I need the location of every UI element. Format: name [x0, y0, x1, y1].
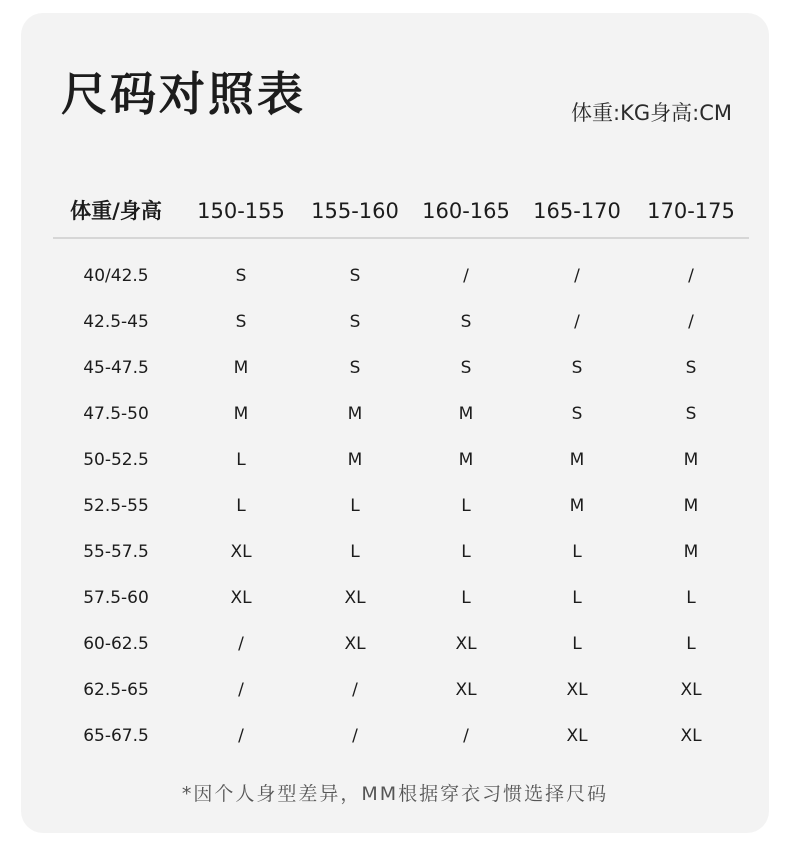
row-weight-label: 52.5-55 — [83, 496, 149, 516]
size-cell: / — [238, 726, 244, 746]
unit-note: 体重:KG身高:CM — [571, 101, 732, 125]
size-cell: / — [463, 726, 469, 746]
size-cell: XL — [344, 588, 366, 608]
table-row — [21, 391, 769, 437]
size-cell: M — [458, 450, 474, 470]
row-weight-label: 42.5-45 — [83, 312, 149, 332]
row-weight-label: 62.5-65 — [83, 680, 149, 700]
header-weight-height: 体重/身高 — [70, 199, 162, 223]
table-row — [21, 437, 769, 483]
table-row — [21, 575, 769, 621]
size-cell: M — [233, 404, 249, 424]
size-cell: L — [461, 542, 471, 562]
size-cell: M — [683, 496, 699, 516]
size-cell: XL — [680, 726, 702, 746]
size-cell: XL — [566, 726, 588, 746]
row-weight-label: 65-67.5 — [83, 726, 149, 746]
size-cell: S — [571, 404, 583, 424]
size-cell: L — [350, 496, 360, 516]
table-row — [21, 621, 769, 667]
size-cell: S — [571, 358, 583, 378]
page-title: 尺码对照表 — [61, 67, 306, 121]
size-cell: S — [235, 266, 247, 286]
size-cell: XL — [680, 680, 702, 700]
row-weight-label: 45-47.5 — [83, 358, 149, 378]
size-cell: M — [683, 450, 699, 470]
table-row — [21, 529, 769, 575]
size-cell: XL — [566, 680, 588, 700]
size-cell: L — [461, 496, 471, 516]
size-cell: XL — [230, 588, 252, 608]
row-weight-label: 40/42.5 — [83, 266, 149, 286]
size-cell: L — [461, 588, 471, 608]
row-weight-label: 47.5-50 — [83, 404, 149, 424]
size-cell: / — [574, 266, 580, 286]
size-cell: M — [683, 542, 699, 562]
table-row — [21, 713, 769, 759]
size-cell: M — [458, 404, 474, 424]
size-cell: XL — [455, 680, 477, 700]
size-cell: S — [685, 404, 697, 424]
size-cell: S — [685, 358, 697, 378]
size-cell: / — [463, 266, 469, 286]
size-cell: / — [238, 680, 244, 700]
size-cell: / — [688, 312, 694, 332]
size-cell: M — [347, 450, 363, 470]
size-chart-card — [21, 13, 769, 833]
size-cell: XL — [455, 634, 477, 654]
size-cell: L — [572, 634, 582, 654]
row-weight-label: 50-52.5 — [83, 450, 149, 470]
size-cell: / — [238, 634, 244, 654]
size-cell: / — [352, 680, 358, 700]
size-cell: / — [574, 312, 580, 332]
size-cell: L — [236, 496, 246, 516]
table-row — [21, 345, 769, 391]
size-cell: XL — [344, 634, 366, 654]
table-header — [21, 191, 769, 231]
table-row — [21, 667, 769, 713]
header-height-170-175: 170-175 — [647, 199, 735, 223]
header-height-160-165: 160-165 — [422, 199, 510, 223]
row-weight-label: 55-57.5 — [83, 542, 149, 562]
row-weight-label: 60-62.5 — [83, 634, 149, 654]
table-row — [21, 299, 769, 345]
size-cell: S — [460, 358, 472, 378]
size-cell: L — [350, 542, 360, 562]
size-cell: M — [233, 358, 249, 378]
size-cell: L — [572, 588, 582, 608]
size-cell: S — [235, 312, 247, 332]
size-cell: S — [349, 312, 361, 332]
size-cell: M — [569, 450, 585, 470]
header-divider — [53, 237, 749, 239]
size-cell: M — [569, 496, 585, 516]
row-weight-label: 57.5-60 — [83, 588, 149, 608]
table-row — [21, 253, 769, 299]
size-cell: S — [349, 266, 361, 286]
size-cell: / — [352, 726, 358, 746]
size-cell: L — [686, 588, 696, 608]
footnote: *因个人身型差异，MM根据穿衣习惯选择尺码 — [181, 783, 609, 805]
table-row — [21, 483, 769, 529]
size-cell: L — [686, 634, 696, 654]
size-cell: M — [347, 404, 363, 424]
header-height-150-155: 150-155 — [197, 199, 285, 223]
size-cell: S — [349, 358, 361, 378]
header-height-165-170: 165-170 — [533, 199, 621, 223]
size-cell: L — [572, 542, 582, 562]
size-cell: XL — [230, 542, 252, 562]
size-cell: L — [236, 450, 246, 470]
size-cell: S — [460, 312, 472, 332]
size-cell: / — [688, 266, 694, 286]
header-height-155-160: 155-160 — [311, 199, 399, 223]
